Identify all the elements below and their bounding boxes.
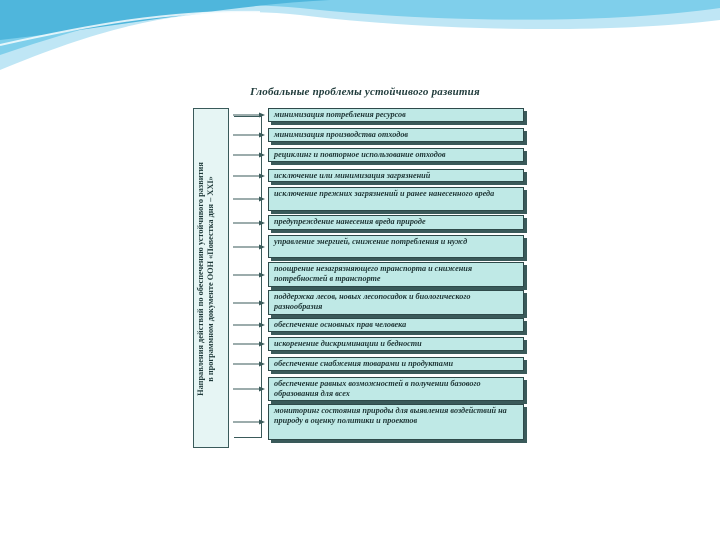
arrow-right-icon bbox=[233, 360, 265, 368]
arrow-right-icon bbox=[233, 172, 265, 180]
direction-item: обеспечение равных возможностей в получении базового образования для всех bbox=[268, 377, 524, 401]
arrow-right-icon bbox=[233, 243, 265, 251]
sustainable-development-diagram bbox=[193, 82, 528, 450]
side-label-line-1: Направления действий по обеспечению устойчивого развития bbox=[196, 162, 205, 396]
arrow-right-icon bbox=[233, 111, 265, 119]
direction-item: предупреждение нанесения вреда природе bbox=[268, 215, 524, 230]
side-label-box bbox=[193, 108, 229, 448]
arrow-right-icon bbox=[233, 299, 265, 307]
direction-item: рециклинг и повторное использование отходов bbox=[268, 148, 524, 162]
arrow-right-icon bbox=[233, 385, 265, 393]
direction-item: минимизация производства отходов bbox=[268, 128, 524, 142]
side-label-line-2: в программном документе ООН «Повестка дня – XXI» bbox=[206, 176, 215, 382]
arrow-right-icon bbox=[233, 340, 265, 348]
diagram-title: Глобальные проблемы устойчивого развития bbox=[250, 86, 480, 98]
arrow-right-icon bbox=[233, 151, 265, 159]
direction-item: поддержка лесов, новых лесопосадок и биологического разнообразия bbox=[268, 290, 524, 315]
arrow-right-icon bbox=[233, 131, 265, 139]
direction-item: обеспечение снабжения товарами и продуктами bbox=[268, 357, 524, 371]
side-label-text bbox=[196, 119, 228, 439]
direction-item: исключение или минимизация загрязнений bbox=[268, 169, 524, 182]
arrow-right-icon bbox=[233, 219, 265, 227]
direction-item: искоренение дискриминации и бедности bbox=[268, 337, 524, 351]
direction-item: исключение прежних загрязнений и ранее нанесенного вреда bbox=[268, 187, 524, 211]
direction-item: минимизация потребления ресурсов bbox=[268, 108, 524, 122]
arrow-right-icon bbox=[233, 321, 265, 329]
direction-item: управление энергией, снижение потребления и нужд bbox=[268, 235, 524, 258]
arrow-right-icon bbox=[233, 195, 265, 203]
direction-item: мониторинг состояния природы для выявления воздействий на природу в оценку политики и проектов bbox=[268, 404, 524, 440]
header-swoosh-decoration bbox=[0, 0, 720, 90]
arrow-right-icon bbox=[233, 418, 265, 426]
direction-item: обеспечение основных прав человека bbox=[268, 318, 524, 332]
direction-item: поощрение незагрязняющего транспорта и снижения потребностей в транспорте bbox=[268, 262, 524, 287]
arrow-right-icon bbox=[233, 271, 265, 279]
